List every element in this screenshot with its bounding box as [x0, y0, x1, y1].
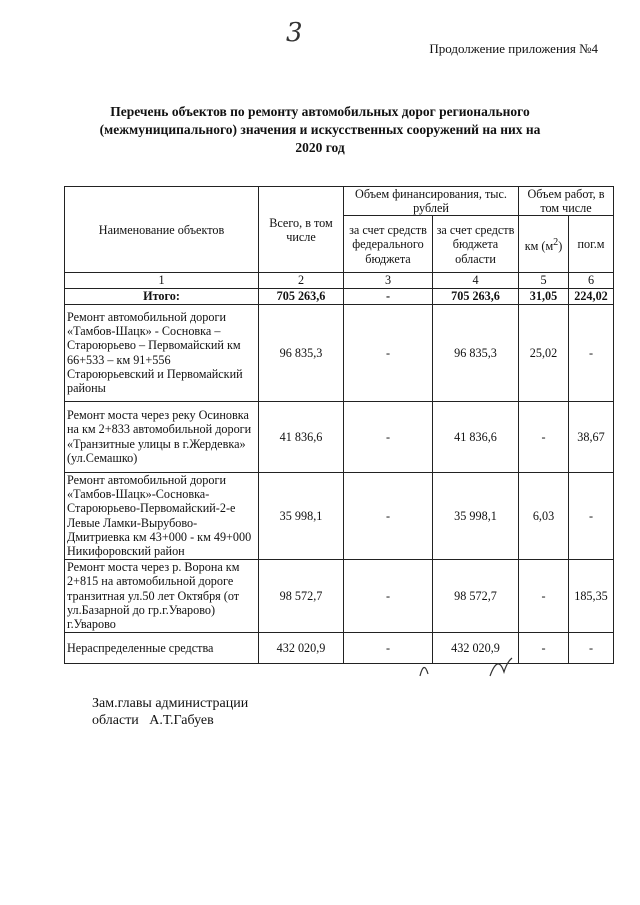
object-name: Ремонт моста через реку Осиновка на км 2+833 автомобильной дороги «Транзитные улицы в г.Жердевка» (ул.Семашко) — [65, 401, 259, 472]
header-total: Всего, в том числе — [259, 187, 344, 273]
header-name: Наименование объектов — [65, 187, 259, 273]
object-km: - — [519, 559, 569, 632]
page-number: 3 — [286, 18, 303, 48]
column-number-row — [65, 273, 614, 288]
object-total: 96 835,3 — [259, 304, 344, 401]
object-pogm: - — [569, 304, 614, 401]
object-federal: - — [344, 401, 433, 472]
total-federal: - — [344, 288, 433, 304]
object-federal: - — [344, 304, 433, 401]
object-pogm: 38,67 — [569, 401, 614, 472]
title-line: 2020 год — [295, 140, 345, 155]
object-regional: 41 836,6 — [433, 401, 519, 472]
column-number: 3 — [344, 273, 433, 288]
object-name: Нераспределенные средства — [65, 632, 259, 663]
signature-name: области А.Т.Габуев — [92, 713, 214, 728]
title-line: (межмуниципального) значения и искусственных сооружений на них на — [99, 122, 541, 137]
header-regional: за счет средств бюджета области — [433, 216, 519, 273]
object-federal: - — [344, 632, 433, 663]
object-km: 6,03 — [519, 472, 569, 559]
header-financing: Объем финансирования, тыс. рублей — [344, 187, 519, 216]
object-km: - — [519, 632, 569, 663]
object-pogm: - — [569, 632, 614, 663]
object-name: Ремонт автомобильной дороги «Тамбов-Шацк» - Сосновка – Староюрьево – Первомайский км 66+533 – км 91+556 Староюрьевский и Первомайский районы — [65, 304, 259, 401]
column-number: 1 — [65, 273, 259, 288]
header-federal: за счет средств федерального бюджета — [344, 216, 433, 273]
title-line: Перечень объектов по ремонту автомобильных дорог регионального — [110, 104, 530, 119]
object-total: 35 998,1 — [259, 472, 344, 559]
column-number: 4 — [433, 273, 519, 288]
object-name: Ремонт автомобильной дороги «Тамбов-Шацк»-Сосновка-Староюрьево-Первомайский-2-е Левые Ламки-Вырубово-Дмитриевка км 43+000 - км 49+000 Никифоровский район — [65, 472, 259, 559]
total-row — [65, 288, 614, 304]
object-km: 25,02 — [519, 304, 569, 401]
pen-marks — [380, 640, 540, 680]
signature-block — [92, 695, 248, 729]
object-total: 98 572,7 — [259, 559, 344, 632]
object-pogm: 185,35 — [569, 559, 614, 632]
appendix-note: Продолжение приложения №4 — [429, 41, 598, 56]
header-km — [519, 216, 569, 273]
object-pogm: - — [569, 472, 614, 559]
column-number: 5 — [519, 273, 569, 288]
object-regional: 96 835,3 — [433, 304, 519, 401]
table-row — [65, 472, 614, 559]
header-works: Объем работ, в том числе — [519, 187, 614, 216]
km-close: ) — [558, 238, 563, 253]
object-name: Ремонт моста через р. Ворона км 2+815 на автомобильной дороге транзитная ул.50 лет Октября (от ул.Базарной до гр.г.Уварово) г.Уварово — [65, 559, 259, 632]
column-number: 6 — [569, 273, 614, 288]
document-title — [60, 103, 580, 157]
header-pogm: пог.м — [569, 216, 614, 273]
object-regional: 35 998,1 — [433, 472, 519, 559]
km-unit: км (м — [524, 238, 554, 253]
total-pogm: 224,02 — [569, 288, 614, 304]
object-total: 432 020,9 — [259, 632, 344, 663]
object-km: - — [519, 401, 569, 472]
total-label: Итого: — [65, 288, 259, 304]
table-row — [65, 559, 614, 632]
object-regional: 98 572,7 — [433, 559, 519, 632]
object-regional: 432 020,9 — [433, 632, 519, 663]
signature-position: Зам.главы администрации — [92, 696, 249, 711]
table-row — [65, 304, 614, 401]
table-row — [65, 401, 614, 472]
km-sup: 2 — [553, 236, 559, 248]
object-federal: - — [344, 472, 433, 559]
total-sum: 705 263,6 — [259, 288, 344, 304]
objects-table — [64, 186, 614, 664]
total-km: 31,05 — [519, 288, 569, 304]
total-regional: 705 263,6 — [433, 288, 519, 304]
object-federal: - — [344, 559, 433, 632]
object-total: 41 836,6 — [259, 401, 344, 472]
column-number: 2 — [259, 273, 344, 288]
